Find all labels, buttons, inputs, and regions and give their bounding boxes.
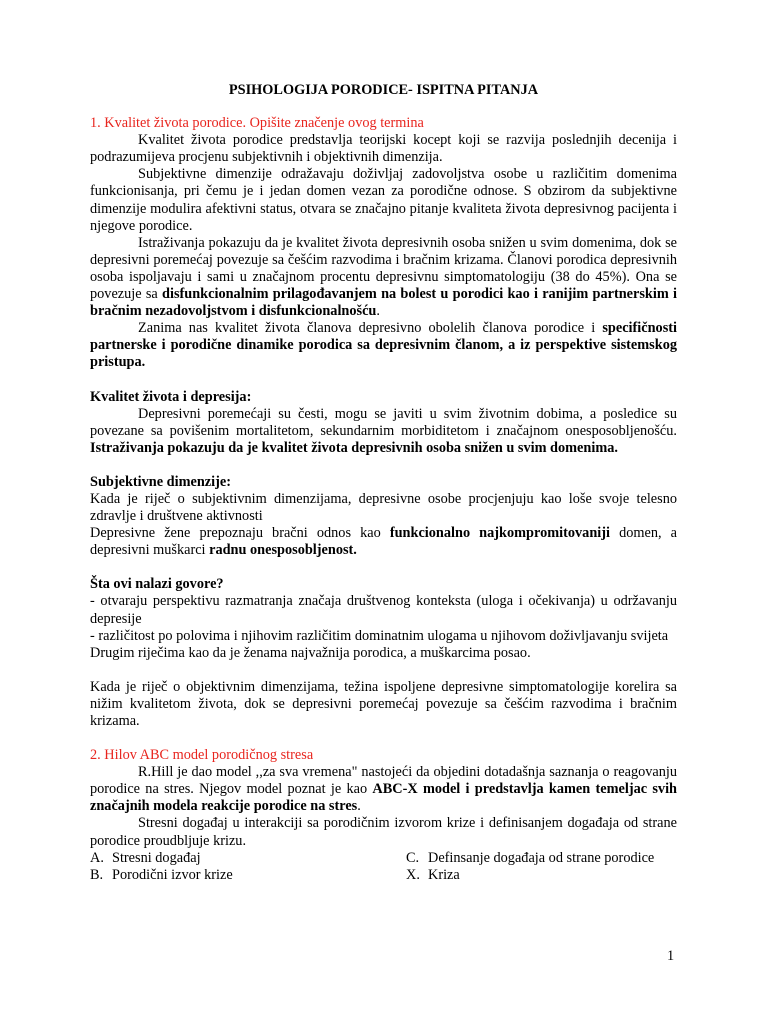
list-item [90,867,406,884]
list-marker: B. [90,866,104,883]
nalazi-line-3: Drugim riječima kao da je ženama najvažnija porodica, a muškarcima posao. [90,644,531,661]
list-item-text: Porodični izvor krize [112,866,233,883]
list-marker: C. [406,849,420,866]
spacer [90,372,677,389]
list-marker: X. [406,866,420,883]
section-2-paragraph-2: Stresni događaj u interakciji sa porodičnim izvorom krize i definisanjem događaja od strane porodice proudbljuje krizu. [90,815,677,849]
depresija-paragraph [90,406,677,457]
spacer [90,662,677,679]
list-marker: A. [90,849,104,866]
spacer [90,559,677,576]
document-title: PSIHOLOGIJA PORODICE- ISPITNA PITANJA [228,82,539,98]
nalazi-line-2: - različitost po polovima i njihovim različitim dominatnim ulogama u njihovom doživljavanju svijeta [90,627,669,644]
section-2-heading: 2. Hilov ABC model porodičnog stresa [90,747,314,764]
text-run: Depresivne žene prepoznaju bračni odnos kao [90,525,390,542]
bold-text: disfunkcionalnim prilagođavanjem na bolest u porodici kao i ranijim partnerskim i bračnim nezadovoljstvom i disfunkcionalnošću [90,286,677,320]
text-run: . [357,798,361,815]
depresija-heading: Kvalitet života i depresija: [90,388,252,405]
list-item-text: Definsanje događaja od strane porodice [428,849,655,866]
list-item [406,867,677,884]
text-run: . [376,303,380,320]
section-1-paragraph-2: Subjektivne dimenzije odražavaju doživljaj zadovoljstva osobe u različitim domenima funkcionisanja, pri čemu je i jedan domen vezan za porodične odnose. S obzirom da subjektivne dimenzije modulira afektivni status, otvara se značajno pitanje kvaliteta života depresivnog pacijenta i njegove porodice. [90,166,677,234]
subjektivne-heading: Subjektivne dimenzije: [90,473,231,490]
text-run: domen, a depresivni muškarci [90,525,677,559]
subjektivne-paragraph-2 [90,525,677,559]
section-1-paragraph-1: Kvalitet života porodice predstavlja teorijski kocept koji se razvija poslednjih decenija i podrazumijeva procjenu subjektivnih i objektivnih dimenzija. [90,132,677,166]
bold-text: specifičnosti partnerske i porodične dinamike porodica sa depresivnim članom, a iz perspektive sistemskog pristupa. [90,320,677,371]
spacer [90,457,677,474]
section-2-paragraph-1 [90,764,677,815]
text-run: Istraživanja pokazuju da je kvalitet života depresivnih osoba snižen u svim domenima, dok se depresivni poremećaj povezuje sa češćim razvodima i bračnim krizama. Članovi porodica depresivnih osoba ispoljavaju i sami u značajnom procentu depresivnu simptomatologiju (38 do 45%). Ona se povezuje sa [90,234,677,303]
text-run: R.Hill je dao model ,,za sva vremena" nastojeći da objedini dotadašnja saznanja o reagovanju porodice na stres. Njegov model poznat je kao [90,764,677,798]
text-run: Zanima nas kvalitet života članova depresivno obolelih članova porodice i [138,320,603,337]
page-number: 1 [667,948,675,964]
list-item-text: Kriza [428,866,460,883]
bold-text: funkcionalno najkompromitovaniji [389,525,610,542]
document-body [90,82,677,884]
list-item [406,850,677,867]
spacer [90,730,677,747]
text-run: Depresivni poremećaji su česti, mogu se javiti u svim životnim dobima, a posledice su povezane sa povišenim mortalitetom, sekundarnim morbiditetom i značajnom onesposobljenošću. [90,405,677,439]
bold-text: ABC-X model i predstavlja kamen temeljac svih značajnih modela reakcije porodice na stres [90,781,678,815]
nalazi-line-1: - otvaraju perspektivu razmatranja značaja društvenog konteksta (uloga i očekivanja) u održavanju depresije [90,593,677,627]
abc-model-list [90,850,677,884]
bold-text: Istraživanja pokazuju da je kvalitet života depresivnih osoba snižen u svim domenima. [90,439,618,456]
objektivne-paragraph: Kada je riječ o objektivnim dimenzijama, težina ispoljene depresivne simptomatologije korelira sa nižim kvalitetom života, dok se depresivni poremećaj povezuje sa češćim razvodima i bračnim krizama. [90,678,677,729]
list-item [90,850,406,867]
subjektivne-paragraph-1: Kada je riječ o subjektivnim dimenzijama, depresivne osobe procjenjuju kao loše svoje telesno zdravlje i društvene aktivnosti [90,490,677,525]
section-1-paragraph-3 [90,235,677,320]
list-item-text: Stresni događaj [112,849,201,866]
section-1-heading: 1. Kvalitet života porodice. Opišite značenje ovog termina [90,115,424,132]
bold-text: radnu onesposobljenost. [209,542,357,559]
nalazi-heading: Šta ovi nalazi govore? [90,576,224,593]
section-1-paragraph-4 [90,320,677,371]
